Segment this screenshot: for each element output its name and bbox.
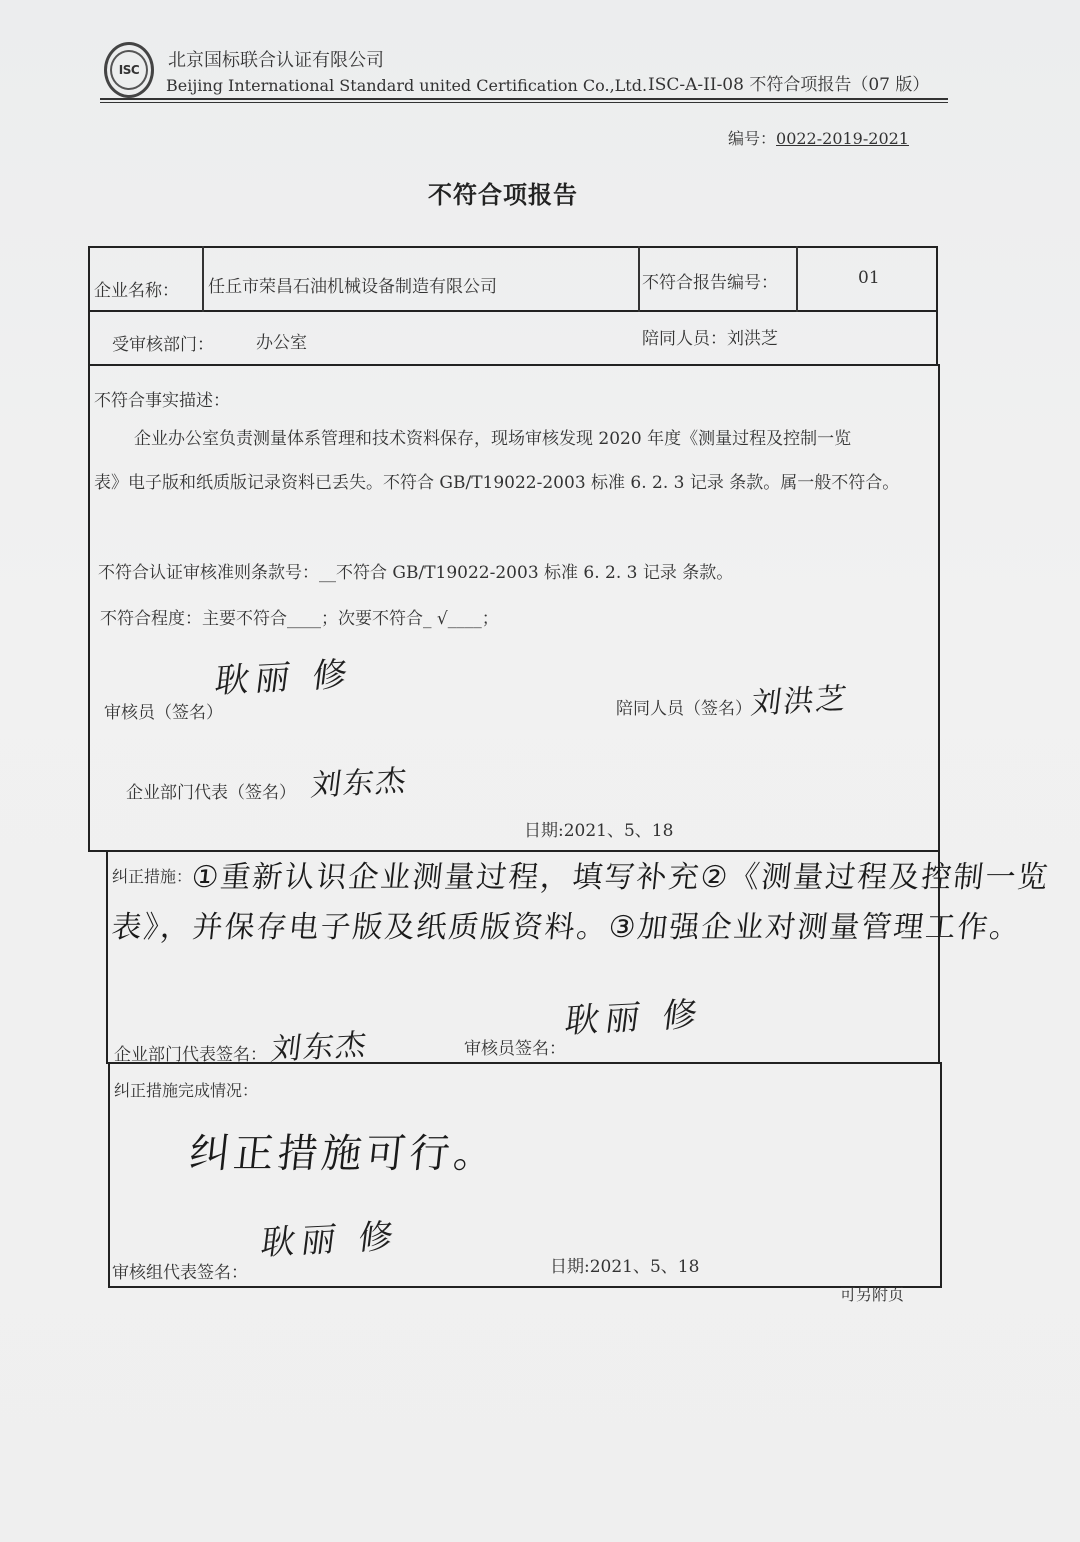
department-label: 受审核部门：: [112, 335, 214, 355]
serial-number: [728, 126, 909, 149]
logo-text: ISC: [118, 63, 140, 77]
row-department: [88, 310, 938, 366]
corrective-handwriting-1: ①重新认识企业测量过程，填写补充②《测量过程及控制一览: [189, 860, 1052, 895]
company-name-en: Beijing International Standard united Certification Co.,Ltd.: [166, 76, 648, 95]
corrective-auditor-label: 审核员签名：: [464, 1039, 566, 1059]
completion-handwriting: 纠正措施可行。: [187, 1131, 501, 1177]
divider: [796, 246, 798, 312]
degree-line: 不符合程度：主要不符合____；次要不符合_ √____；: [100, 609, 499, 629]
clause-line: 不符合认证审核准则条款号：__不符合 GB/T19022-2003 标准 6. 2. 3 记录 条款。: [98, 563, 734, 583]
header-rule: [100, 98, 948, 100]
document-title: 不符合项报告: [428, 180, 578, 209]
corrective-label: 纠正措施：: [112, 867, 193, 886]
company-name-cn: 北京国标联合认证有限公司: [168, 50, 384, 71]
completion-date: 日期:2021、5、18: [550, 1257, 700, 1277]
corrective-rep-label: 企业部门代表签名：: [114, 1045, 267, 1065]
accompany-person: 陪同人员：刘洪芝: [642, 329, 778, 349]
serial-label: 编号：: [728, 129, 777, 148]
attach-note: 可另附页: [840, 1285, 905, 1304]
auditor-sign-label: 审核员（签名）: [104, 703, 223, 723]
report-no-label: 不符合报告编号：: [642, 273, 778, 293]
form-code: ISC-A-II-08 不符合项报告（07 版）: [648, 75, 930, 95]
company-value: 任丘市荣昌石油机械设备制造有限公司: [208, 277, 497, 297]
corrective-rep-signature: 刘东杰: [269, 1027, 371, 1068]
department-value: 办公室: [256, 333, 307, 353]
fact-label: 不符合事实描述：: [94, 391, 230, 411]
divider: [202, 246, 204, 312]
corrective-handwriting-2: 表》，并保存电子版及纸质版资料。③加强企业对测量管理工作。: [109, 910, 1024, 945]
fact-date: 日期:2021、5、18: [524, 821, 674, 841]
header-rule-thin: [100, 102, 948, 103]
accompany-signature: 刘洪芝: [749, 681, 851, 722]
fact-line-1: 企业办公室负责测量体系管理和技术资料保存，现场审核发现 2020 年度《测量过程及控制一览: [134, 429, 852, 449]
corrective-auditor-signature: 耿丽 修: [562, 994, 706, 1042]
report-no-value: 01: [858, 268, 880, 288]
team-rep-signature: 耿丽 修: [258, 1216, 402, 1264]
team-rep-label: 审核组代表签名：: [112, 1263, 248, 1283]
completion-label: 纠正措施完成情况：: [114, 1081, 259, 1100]
auditor-signature: 耿丽 修: [212, 654, 356, 702]
serial-value: 0022-2019-2021: [776, 129, 909, 148]
fact-line-2: 表》电子版和纸质版记录资料已丢失。不符合 GB/T19022-2003 标准 6. 2. 3 记录 条款。属一般不符合。: [94, 473, 900, 493]
divider: [638, 246, 640, 312]
company-label: 企业名称：: [94, 281, 179, 301]
accompany-sign-label: 陪同人员（签名）: [616, 699, 752, 719]
isc-logo: [104, 42, 154, 98]
dept-rep-signature: 刘东杰: [309, 763, 411, 804]
dept-rep-sign-label: 企业部门代表（签名）: [126, 783, 296, 803]
